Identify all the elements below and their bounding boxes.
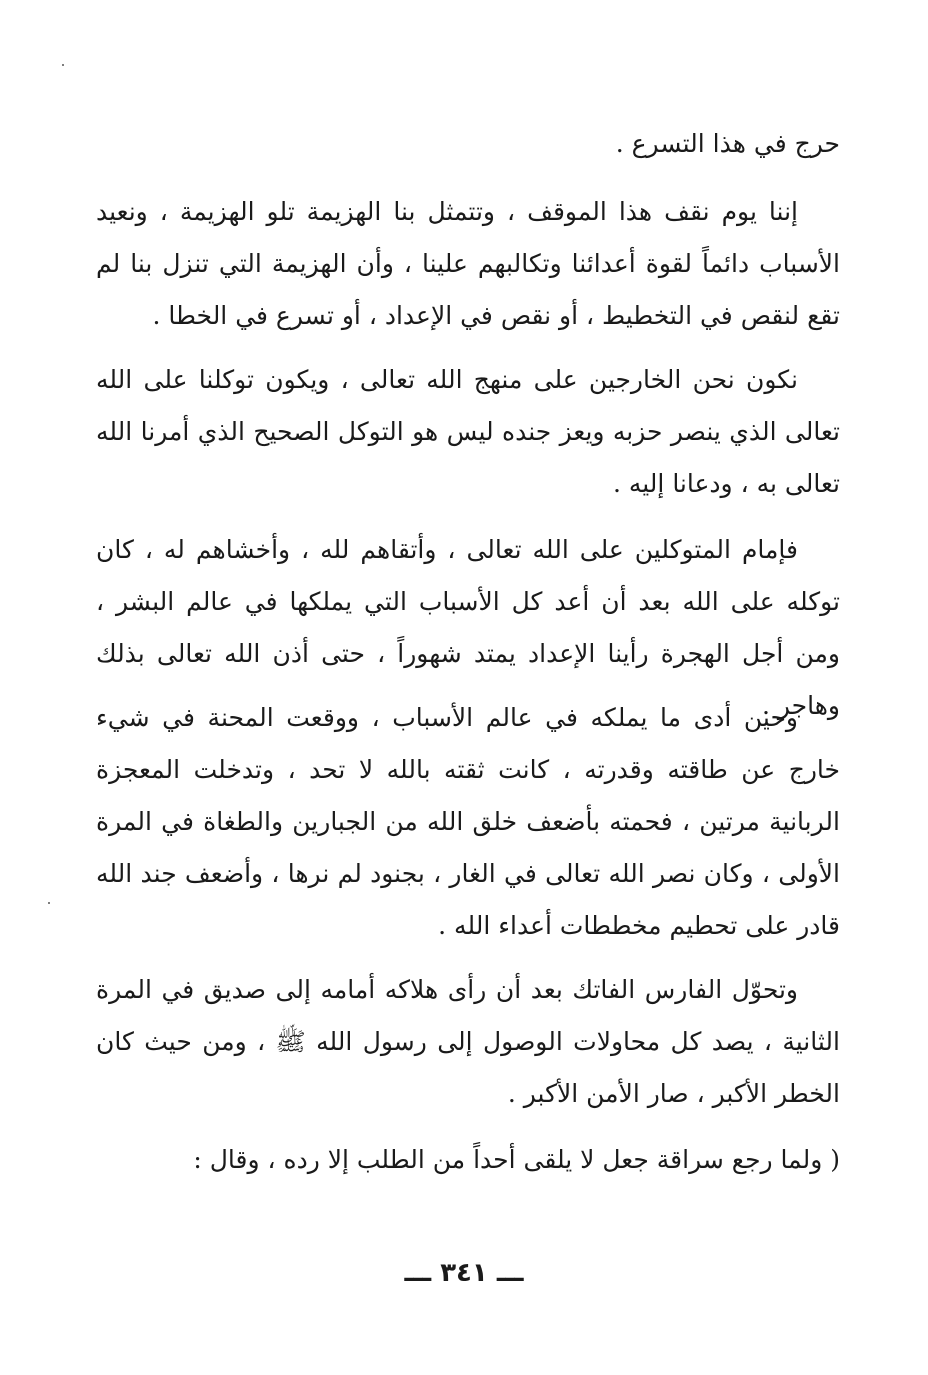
scan-speck [62,64,64,66]
paragraph-5: وتحوّل الفارس الفاتك بعد أن رأى هلاكه أمامه إلى صديق في المرة الثانية ، يصد كل محاولات الوصول إلى رسول الله ﷺ ، ومن حيث كان الخطر الأكبر ، صار الأمن الأكبر . [96,975,840,1108]
paragraph-continuation: حرج في هذا التسرع . [615,129,840,158]
paragraph-2: نكون نحن الخارجين على منهج الله تعالى ، ويكون توكلنا على الله تعالى الذي ينصر حزبه ويعز جنده ليس هو التوكل الصحيح الذي أمرنا الله تعالى به ، ودعانا إليه . [96,365,840,498]
paragraph-6-quote-start: ( ولما رجع سراقة جعل لا يلقى أحداً من الطلب إلا رده ، وقال : [193,1145,840,1174]
scan-speck [48,902,50,904]
page-number: ـــ ٣٤١ ـــ [404,1258,524,1288]
paragraph-4: وحين أدى ما يملكه في عالم الأسباب ، ووقعت المحنة في شيء خارج عن طاقته وقدرته ، كانت ثقته بالله لا تحد ، وتدخلت المعجزة الربانية مرتين ، فحمته بأضعف خلق الله من الجبارين والطغاة في المرة الأولى ، وكان نصر الله تعالى في الغار ، بجنود لم نرها ، وأضعف جند الله قادر على تحطيم مخططات أعداء الله . [96,703,840,940]
paragraph-3: فإمام المتوكلين على الله تعالى ، وأتقاهم لله ، وأخشاهم له ، كان توكله على الله بعد أن أعد كل الأسباب التي يملكها في عالم البشر ، ومن أجل الهجرة رأينا الإعداد يمتد شهوراً ، حتى أذن الله تعالى بذلك وهاجر . [96,535,840,720]
paragraph-1: إننا يوم نقف هذا الموقف ، وتتمثل بنا الهزيمة تلو الهزيمة ، ونعيد الأسباب دائماً لقوة أعدائنا وتكالبهم علينا ، وأن الهزيمة التي تنزل بنا لم تقع لنقص في التخطيط ، أو نقص في الإعداد ، أو تسرع في الخطا . [96,197,840,330]
